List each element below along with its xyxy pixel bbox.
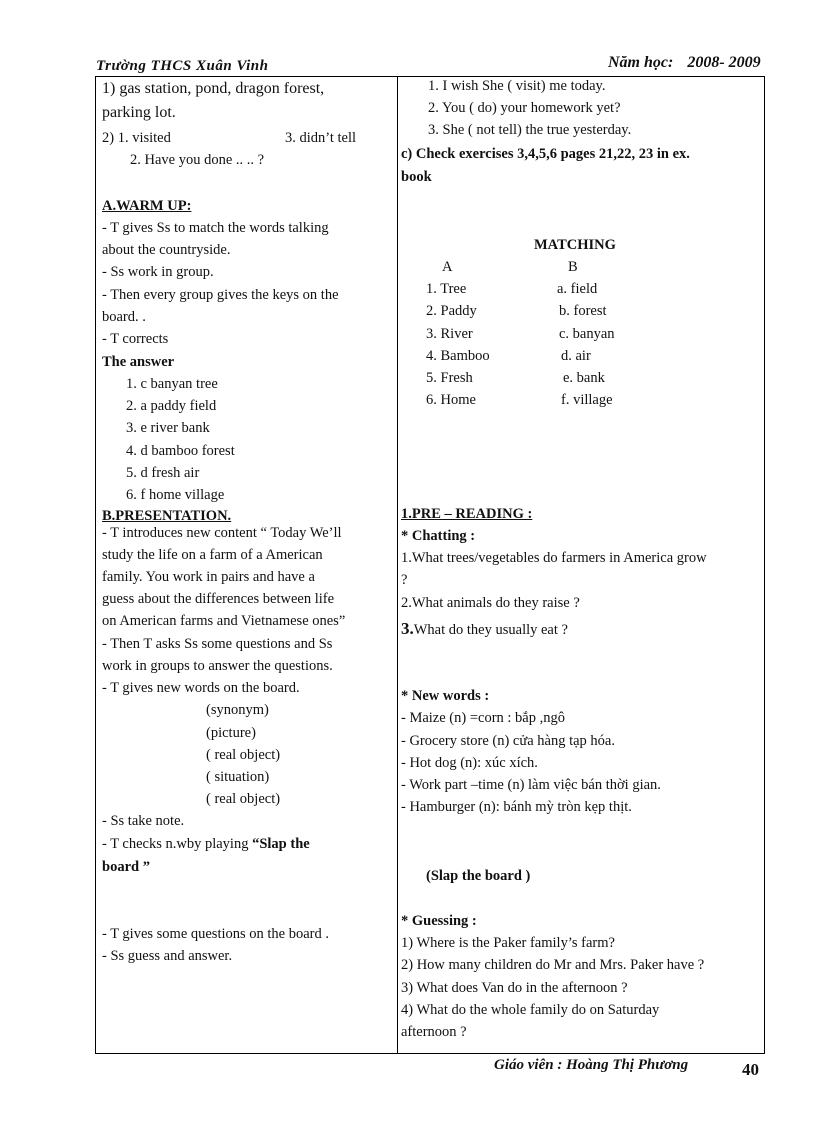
- chat-number: 3.: [401, 619, 414, 638]
- match-a: 3. River: [426, 326, 473, 342]
- presentation-line: work in groups to answer the questions.: [102, 658, 333, 674]
- answer-item: 1. c banyan tree: [126, 376, 218, 392]
- presentation-line: on American farms and Vietnamese ones”: [102, 613, 346, 629]
- chat-question: [401, 619, 568, 639]
- guess-line: - Ss guess and answer.: [102, 948, 233, 964]
- presentation-line: family. You work in pairs and have a: [102, 569, 315, 585]
- guess-line: - T gives some questions on the board .: [102, 926, 330, 942]
- new-words-title: * New words :: [401, 688, 490, 704]
- guess-question: afternoon ?: [401, 1024, 467, 1040]
- answer-item: 2. a paddy field: [126, 398, 217, 414]
- new-word: - Hot dog (n): xúc xích.: [401, 755, 538, 771]
- method-label: (synonym): [206, 702, 269, 718]
- warmup-line: - T gives Ss to match the words talking: [102, 220, 329, 236]
- matching-title: MATCHING: [534, 237, 616, 253]
- match-a: 4. Bamboo: [426, 348, 490, 364]
- answer-1-line2: parking lot.: [102, 104, 176, 121]
- presentation-line: study the life on a farm of a American: [102, 547, 323, 563]
- answer-item: 4. d bamboo forest: [126, 443, 235, 459]
- matching-col-a: A: [442, 259, 453, 275]
- matching-col-b: B: [568, 259, 578, 275]
- chat-question: 1.What trees/vegetables do farmers in America grow: [401, 550, 707, 566]
- match-a: 5. Fresh: [426, 370, 473, 386]
- note-line: - Ss take note.: [102, 813, 185, 829]
- match-b: a. field: [557, 281, 598, 297]
- slap-label: “Slap the: [252, 836, 310, 852]
- homework-item: 2. You ( do) your homework yet?: [428, 100, 621, 116]
- match-b: d. air: [561, 348, 591, 364]
- answer-2b: 3. didn’t tell: [285, 130, 357, 146]
- new-word: - Grocery store (n) cửa hàng tạp hóa.: [401, 733, 615, 749]
- footer-teacher: Giáo viên : Hoàng Thị Phương: [494, 1057, 689, 1073]
- answer-2a: 2) 1. visited: [102, 130, 171, 146]
- header-school: Trường THCS Xuân Vinh: [96, 58, 269, 74]
- year-value: 2008- 2009: [687, 54, 761, 71]
- match-b: c. banyan: [559, 326, 615, 342]
- answer-2c: 2. Have you done .. .. ?: [130, 152, 265, 168]
- slap-the-board: (Slap the board ): [426, 868, 531, 884]
- presentation-line: guess about the differences between life: [102, 591, 335, 607]
- answer-item: 5. d fresh air: [126, 465, 200, 481]
- match-b: b. forest: [559, 303, 607, 319]
- warmup-line: about the countryside.: [102, 242, 231, 258]
- page-number: 40: [742, 1060, 759, 1079]
- guess-question: 2) How many children do Mr and Mrs. Paker have ?: [401, 957, 705, 973]
- new-word: - Work part –time (n) làm việc bán thời gian.: [401, 777, 661, 793]
- check-text: - T checks n.wby playing: [102, 836, 253, 852]
- chatting-title: * Chatting :: [401, 528, 476, 544]
- year-label: Năm học:: [608, 54, 674, 71]
- match-b: e. bank: [563, 370, 605, 386]
- presentation-line: - T gives new words on the board.: [102, 680, 300, 696]
- answer-item: 3. e river bank: [126, 420, 210, 436]
- new-word: - Hamburger (n): bánh mỳ tròn kẹp thịt.: [401, 799, 632, 815]
- warmup-line: - Ss work in group.: [102, 264, 214, 280]
- presentation-title: B.PRESENTATION.: [102, 508, 232, 524]
- header-year: [608, 54, 761, 72]
- guessing-title: * Guessing :: [401, 913, 477, 929]
- match-a: 2. Paddy: [426, 303, 477, 319]
- check-line: [102, 836, 310, 853]
- answer-item: 6. f home village: [126, 487, 225, 503]
- pre-reading-title: 1.PRE – READING :: [401, 506, 533, 522]
- guess-question: 4) What do the whole family do on Saturday: [401, 1002, 660, 1018]
- chat-question: 2.What animals do they raise ?: [401, 595, 580, 611]
- warmup-line: board. .: [102, 309, 146, 325]
- method-label: ( situation): [206, 769, 270, 785]
- chat-text: What do they usually eat ?: [413, 622, 568, 638]
- check-line-2: board ”: [102, 859, 150, 875]
- warmup-line: - Then every group gives the keys on the: [102, 287, 339, 303]
- method-label: (picture): [206, 725, 256, 741]
- warmup-title: A.WARM UP:: [102, 198, 192, 214]
- presentation-line: - T introduces new content “ Today We’ll: [102, 525, 342, 541]
- new-word: - Maize (n) =corn : bắp ,ngô: [401, 710, 565, 726]
- method-label: ( real object): [206, 747, 281, 763]
- method-label: ( real object): [206, 791, 281, 807]
- guess-question: 3) What does Van do in the afternoon ?: [401, 980, 628, 996]
- match-a: 6. Home: [426, 392, 476, 408]
- answer-title: The answer: [102, 354, 175, 370]
- guess-question: 1) Where is the Paker family’s farm?: [401, 935, 615, 951]
- homework-item: 1. I wish She ( visit) me today.: [428, 78, 606, 94]
- homework-item: 3. She ( not tell) the true yesterday.: [428, 122, 632, 138]
- chat-question: ?: [401, 572, 408, 588]
- check-exercises-2: book: [401, 169, 432, 185]
- warmup-line: - T corrects: [102, 331, 169, 347]
- check-exercises: c) Check exercises 3,4,5,6 pages 21,22, 23 in ex.: [401, 146, 690, 162]
- answer-1-line1: 1) gas station, pond, dragon forest,: [102, 80, 325, 97]
- match-b: f. village: [561, 392, 613, 408]
- presentation-line: - Then T asks Ss some questions and Ss: [102, 636, 333, 652]
- match-a: 1. Tree: [426, 281, 467, 297]
